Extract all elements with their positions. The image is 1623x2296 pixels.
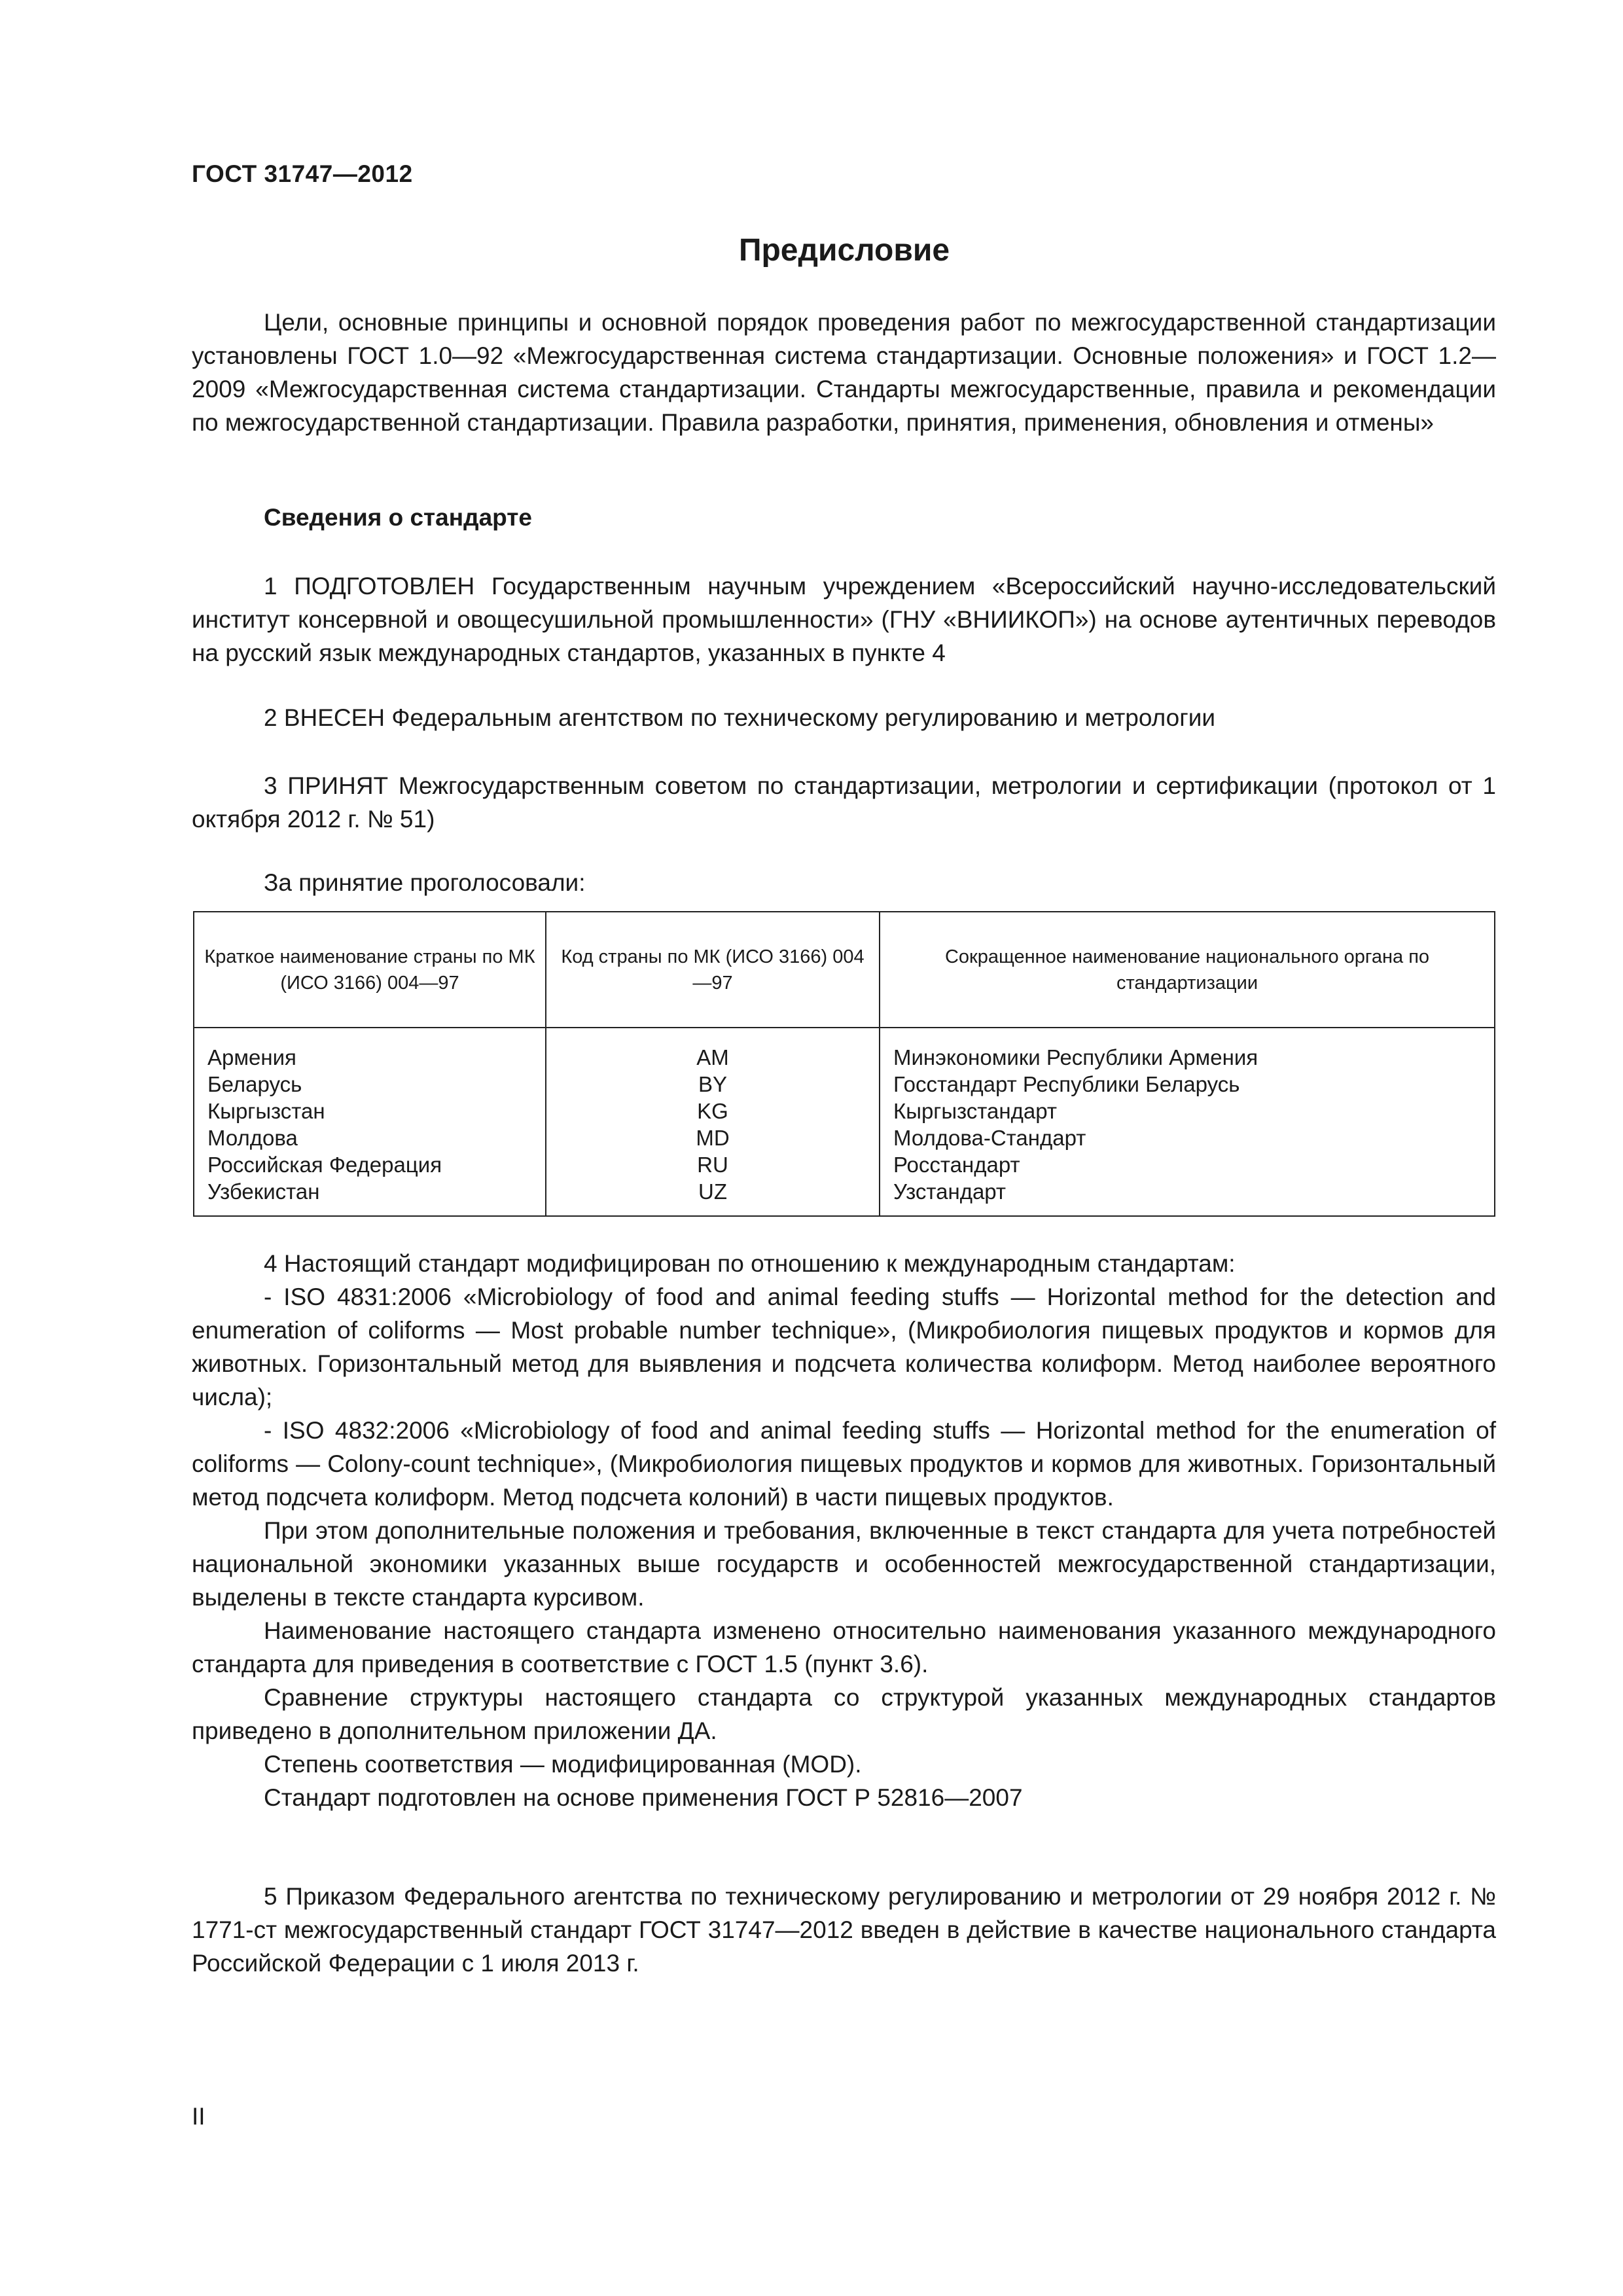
page-number: II	[192, 2103, 205, 2130]
country-cell: Кыргызстан	[207, 1099, 325, 1123]
code-cell: AM	[696, 1045, 729, 1069]
intro-paragraph	[192, 306, 1496, 439]
table-body-row	[194, 1028, 1495, 1216]
country-cell: Беларусь	[207, 1072, 302, 1096]
item-5-text: 5 Приказом Федерального агентства по техническому регулированию и метрологии от 29 ноября 2012 г. № 1771-ст межгосударственный стандарт ГОСТ 31747—2012 введен в действие в качестве национального стандарта Российской Федерации с 1 июля 2013 г.	[192, 1883, 1496, 1977]
item-1	[192, 569, 1496, 670]
code-column	[546, 1028, 880, 1216]
header-body: Сокращенное наименование национального органа по стандартизации	[880, 912, 1495, 1028]
item-2: 2 ВНЕСЕН Федеральным агентством по техническому регулированию и метрологии	[264, 704, 1216, 731]
subheading: Сведения о стандарте	[264, 504, 532, 531]
country-cell: Молдова	[207, 1126, 298, 1150]
item-4-additions: При этом дополнительные положения и требования, включенные в текст стандарта для учета потребностей национальной экономики указанных выше государств и особенностей межгосударственной стандартизации, выделены в тексте стандарта курсивом.	[192, 1517, 1496, 1611]
code-cell: UZ	[698, 1179, 727, 1204]
body-cell: Кыргызстандарт	[893, 1099, 1057, 1123]
standard-code: ГОСТ 31747—2012	[192, 160, 413, 187]
code-cell: RU	[697, 1153, 728, 1177]
item-3-text: 3 ПРИНЯТ Межгосударственным советом по стандартизации, метрологии и сертификации (протокол от 1 октября 2012 г. № 51)	[192, 772, 1496, 833]
item-4-iso-4832: - ISO 4832:2006 «Microbiology of food and animal feeding stuffs — Horizontal method for the enumeration of coliforms — Colony-count technique», (Микробиология пищевых продуктов и кормов для животных. Горизонтальный метод подсчета колиформ. Метод подсчета колоний) в части пищевых продуктов.	[192, 1417, 1496, 1511]
intro-text: Цели, основные принципы и основной порядок проведения работ по межгосударственной стандартизации установлены ГОСТ 1.0—92 «Межгосударственная система стандартизации. Основные положения» и ГОСТ 1.2—2009 «Межгосударственная система стандартизации. Стандарты межгосударственные, правила и рекомендации по межгосударственной стандартизации. Правила разработки, принятия, применения, обновления и отмены»	[192, 309, 1496, 436]
body-cell: Росстандарт	[893, 1153, 1020, 1177]
code-cell: KG	[697, 1099, 728, 1123]
item-4-iso-4831: - ISO 4831:2006 «Microbiology of food and animal feeding stuffs — Horizontal method for the detection and enumeration of coliforms — Most probable number technique», (Микробиология пищевых продуктов и кормов для животных. Горизонтальный метод для выявления и подсчета количества колиформ. Метод наиболее вероятного числа);	[192, 1283, 1496, 1410]
country-cell: Российская Федерация	[207, 1153, 442, 1177]
code-cell: MD	[696, 1126, 730, 1150]
item-4-degree: Степень соответствия — модифицированная (MOD).	[264, 1751, 862, 1778]
item-3	[192, 769, 1496, 836]
body-cell: Узстандарт	[893, 1179, 1007, 1204]
item-4-title-change: Наименование настоящего стандарта изменено относительно наименования указанного международного стандарта для приведения в соответствие с ГОСТ 1.5 (пункт 3.6).	[192, 1617, 1496, 1677]
table-header-row	[194, 912, 1495, 1028]
country-cell: Армения	[207, 1045, 296, 1069]
item-4-basis: Стандарт подготовлен на основе применения ГОСТ Р 52816—2007	[264, 1784, 1023, 1811]
votes-table	[193, 911, 1495, 1217]
body-cell: Минэкономики Республики Армения	[893, 1045, 1258, 1069]
voted-label: За принятие проголосовали:	[264, 869, 586, 896]
item-4-comparison: Сравнение структуры настоящего стандарта со структурой указанных международных стандартов приведено в дополнительном приложении ДА.	[192, 1684, 1496, 1744]
page-title: Предисловие	[738, 233, 950, 268]
header-country: Краткое наименование страны по МК (ИСО 3166) 004—97	[194, 912, 546, 1028]
item-4	[192, 1247, 1496, 1814]
body-cell: Госстандарт Республики Беларусь	[893, 1072, 1240, 1096]
header-code: Код страны по МК (ИСО 3166) 004—97	[546, 912, 880, 1028]
item-4-intro: 4 Настоящий стандарт модифицирован по отношению к международным стандартам:	[264, 1250, 1236, 1277]
item-5	[192, 1880, 1496, 1980]
country-cell: Узбекистан	[207, 1179, 320, 1204]
item-1-text: 1 ПОДГОТОВЛЕН Государственным научным учреждением «Всероссийский научно-исследовательский институт консервной и овощесушильной промышленности» (ГНУ «ВНИИКОП») на основе аутентичных переводов на русский язык международных стандартов, указанных в пункте 4	[192, 573, 1496, 666]
body-column	[880, 1028, 1495, 1216]
code-cell: BY	[698, 1072, 728, 1096]
body-cell: Молдова-Стандарт	[893, 1126, 1086, 1150]
country-column	[194, 1028, 546, 1216]
